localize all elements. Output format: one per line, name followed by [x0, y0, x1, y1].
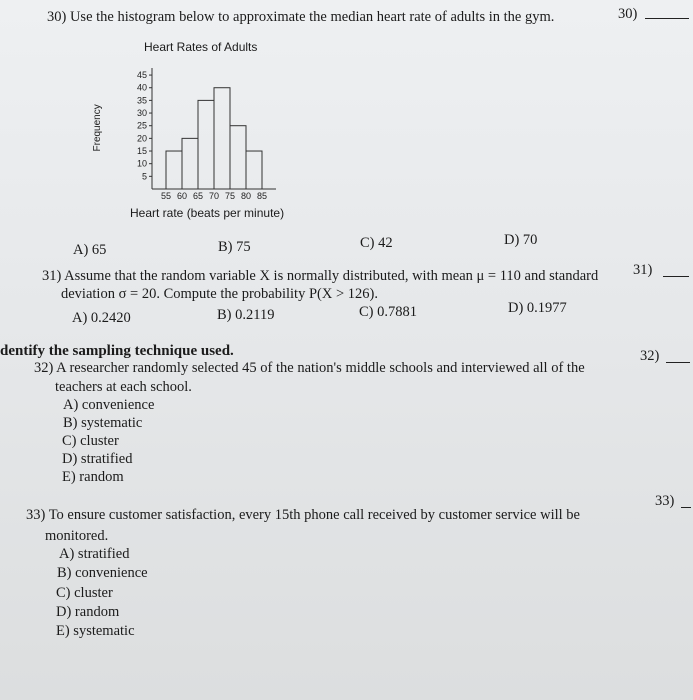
- question-30-text: 30) Use the histogram below to approximate the median heart rate of adults in the gym.: [47, 9, 555, 25]
- histogram-bar: [166, 151, 182, 189]
- q31-option-c[interactable]: C) 0.7881: [359, 304, 417, 320]
- histogram-bar: [214, 88, 230, 189]
- answer-blank-31[interactable]: [663, 276, 689, 277]
- question-32-line2: teachers at each school.: [55, 379, 192, 395]
- answer-label-31: 31): [633, 262, 653, 278]
- x-tick-label: 70: [208, 191, 220, 201]
- q33-option-e[interactable]: E) systematic: [56, 623, 135, 639]
- section-heading: dentify the sampling technique used.: [0, 343, 234, 359]
- y-tick-label: 40: [136, 82, 147, 93]
- x-tick-label: 55: [160, 191, 172, 201]
- y-tick-label: 10: [136, 158, 147, 169]
- y-tick-label: 45: [136, 70, 147, 81]
- chart-x-label: Heart rate (beats per minute): [130, 206, 285, 220]
- q33-option-c[interactable]: C) cluster: [56, 585, 113, 601]
- q33-option-a[interactable]: A) stratified: [59, 546, 130, 562]
- answer-blank-30[interactable]: [645, 18, 689, 19]
- q32-option-c[interactable]: C) cluster: [62, 433, 119, 449]
- y-tick-label: 15: [136, 146, 147, 157]
- q30-option-a[interactable]: A) 65: [73, 242, 107, 258]
- histogram-bar: [198, 100, 214, 189]
- q31-option-b[interactable]: B) 0.2119: [217, 307, 275, 323]
- y-tick-label: 35: [136, 95, 147, 106]
- q30-option-d[interactable]: D) 70: [504, 232, 538, 248]
- histogram-bar: [246, 151, 262, 189]
- x-tick-label: 65: [192, 191, 204, 201]
- q32-option-d[interactable]: D) stratified: [62, 451, 133, 467]
- y-tick-label: 30: [136, 108, 147, 119]
- question-33-line2: monitored.: [45, 528, 109, 544]
- y-axis-label: Frequency: [92, 104, 103, 152]
- question-32-line1: 32) A researcher randomly selected 45 of the nation's middle schools and interviewed all of the: [34, 360, 585, 376]
- x-tick-label: 75: [224, 191, 236, 201]
- answer-blank-33[interactable]: [681, 507, 691, 508]
- q30-option-c[interactable]: C) 42: [360, 235, 393, 251]
- question-31-line2: deviation σ = 20. Compute the probability P(X > 126).: [61, 286, 378, 302]
- q33-option-b[interactable]: B) convenience: [57, 565, 148, 581]
- x-tick-label: 80: [240, 191, 252, 201]
- question-31-line1: 31) Assume that the random variable X is normally distributed, with mean μ = 110 and standard: [42, 268, 599, 284]
- q30-option-b[interactable]: B) 75: [218, 239, 251, 255]
- chart-title: Heart Rates of Adults: [144, 40, 258, 54]
- q31-option-a[interactable]: A) 0.2420: [72, 310, 131, 326]
- q31-option-d[interactable]: D) 0.1977: [508, 300, 567, 316]
- histogram-bar: [230, 126, 246, 189]
- x-tick-label: 60: [176, 191, 188, 201]
- histogram-bar: [182, 138, 198, 189]
- y-tick-label: 25: [136, 120, 147, 131]
- answer-label-30: 30): [618, 6, 638, 22]
- answer-label-33: 33): [655, 493, 675, 509]
- q33-option-d[interactable]: D) random: [56, 604, 120, 620]
- histogram-chart: [88, 64, 288, 214]
- q32-option-a[interactable]: A) convenience: [63, 397, 155, 413]
- answer-blank-32[interactable]: [666, 362, 690, 363]
- y-tick-label: 5: [141, 171, 147, 182]
- q32-option-e[interactable]: E) random: [62, 469, 124, 485]
- y-tick-label: 20: [136, 133, 147, 144]
- x-tick-label: 85: [256, 191, 268, 201]
- answer-label-32: 32): [640, 348, 660, 364]
- question-33-line1: 33) To ensure customer satisfaction, every 15th phone call received by customer service will be: [26, 507, 580, 523]
- q32-option-b[interactable]: B) systematic: [63, 415, 143, 431]
